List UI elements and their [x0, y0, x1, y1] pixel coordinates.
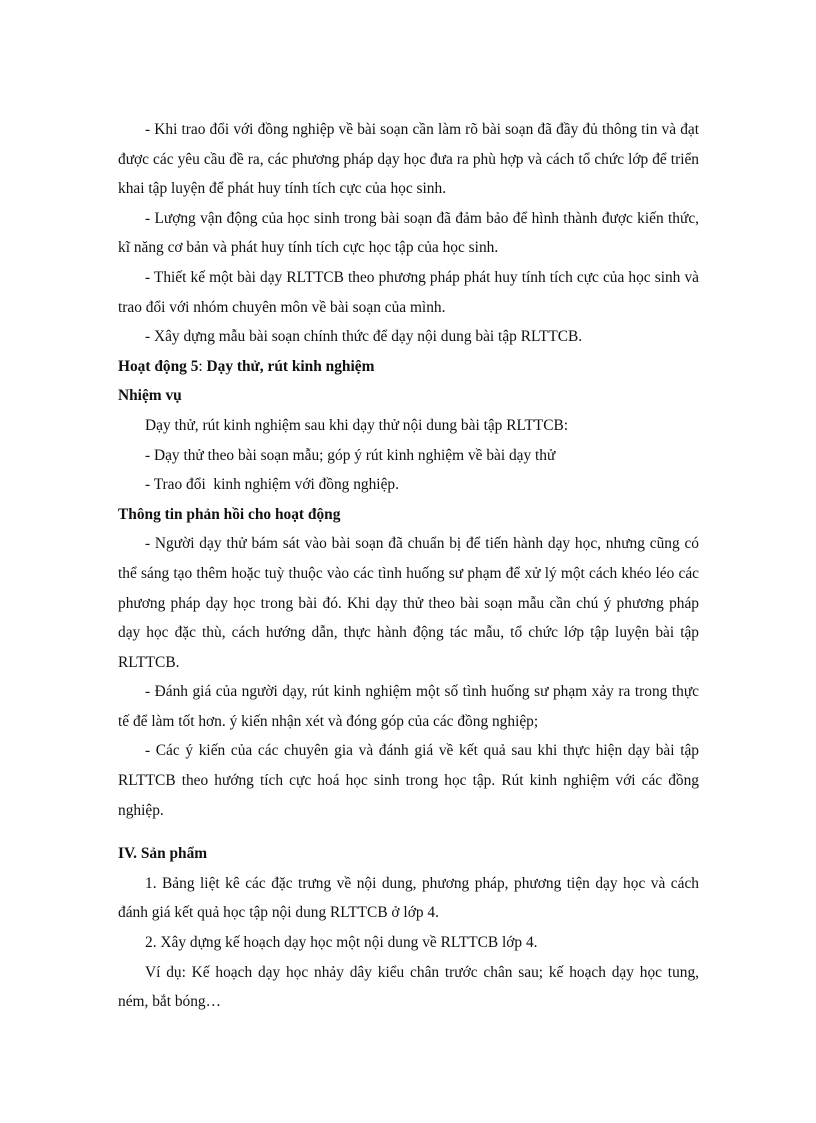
- paragraph-design-lesson: - Thiết kế một bài dạy RLTTCB theo phương pháp phát huy tính tích cực của học sinh và trao đổi với nhóm chuyên môn về bài soạn của mình.: [118, 268, 699, 316]
- product-paragraph-1: 1. Bảng liệt kê các đặc trưng về nội dung, phương pháp, phương tiện dạy học và cách đánh giá kết quả học tập nội dung RLTTCB ở lớp 4.: [118, 874, 699, 922]
- paragraph-workload: - Lượng vận động của học sinh trong bài soạn đã đảm bảo để hình thành được kiến thức, kĩ năng cơ bản và phát huy tính tích cực học tập của học sinh.: [118, 209, 699, 257]
- task-item-1: - Dạy thử theo bài soạn mẫu; góp ý rút kinh nghiệm về bài dạy thử: [145, 446, 556, 464]
- paragraph-exchange: - Khi trao đổi với đồng nghiệp về bài soạn cần làm rõ bài soạn đã đầy đủ thông tin và đạt được các yêu cầu đề ra, các phương pháp dạy học đưa ra phù hợp và cách tổ chức lớp để triển khai tập luyện để phát huy tính tích cực của học sinh.: [118, 121, 699, 198]
- task-item-2: - Trao đổi kinh nghiệm với đồng nghiệp.: [145, 476, 399, 494]
- paragraph-build-template: - Xây dựng mẫu bài soạn chính thức để dạy nội dung bài tập RLTTCB.: [145, 328, 583, 346]
- feedback-paragraph-1: - Người dạy thử bám sát vào bài soạn đã chuẩn bị để tiến hành dạy học, nhưng cũng có thể sáng tạo thêm hoặc tuỳ thuộc vào các tình huống sư phạm để xử lý một cách khéo léo các phương pháp dạy học trong bài đó. Khi dạy thử theo bài soạn mẫu cần chú ý phương pháp dạy học đặc thù, cách hướng dẫn, thực hành động tác mẫu, tổ chức lớp tập luyện bài tập RLTTCB.: [118, 535, 699, 671]
- product-example: Ví dụ: Kế hoạch dạy học nhảy dây kiểu chân trước chân sau; kế hoạch dạy học tung, ném, bắt bóng…: [118, 963, 699, 1011]
- task-heading: Nhiệm vụ: [118, 387, 182, 405]
- activity-5-title: Dạy thử, rút kinh nghiệm: [206, 357, 375, 375]
- product-paragraph-2: 2. Xây dựng kế hoạch dạy học một nội dung về RLTTCB lớp 4.: [145, 934, 538, 952]
- task-intro: Dạy thử, rút kinh nghiệm sau khi dạy thử nội dung bài tập RLTTCB:: [145, 416, 569, 434]
- document-page: [118, 115, 699, 1017]
- feedback-paragraph-3: - Các ý kiến của các chuyên gia và đánh giá về kết quả sau khi thực hiện dạy bài tập RLTTCB theo hướng tích cực hoá học sinh trong học tập. Rút kinh nghiệm với các đồng nghiệp.: [118, 742, 699, 819]
- feedback-paragraph-2: - Đánh giá của người dạy, rút kinh nghiệm một số tình huống sư phạm xảy ra trong thực tế để làm tốt hơn. ý kiến nhận xét và đóng góp của các đồng nghiệp;: [118, 683, 699, 730]
- activity-5-heading: [118, 352, 699, 382]
- activity-5-label: Hoạt động 5: [118, 357, 199, 375]
- section-spacer: [118, 825, 699, 839]
- activity-5-separator: :: [198, 357, 207, 375]
- product-heading: IV. Sản phẩm: [118, 845, 208, 863]
- feedback-heading: Thông tin phản hồi cho hoạt động: [118, 505, 341, 523]
